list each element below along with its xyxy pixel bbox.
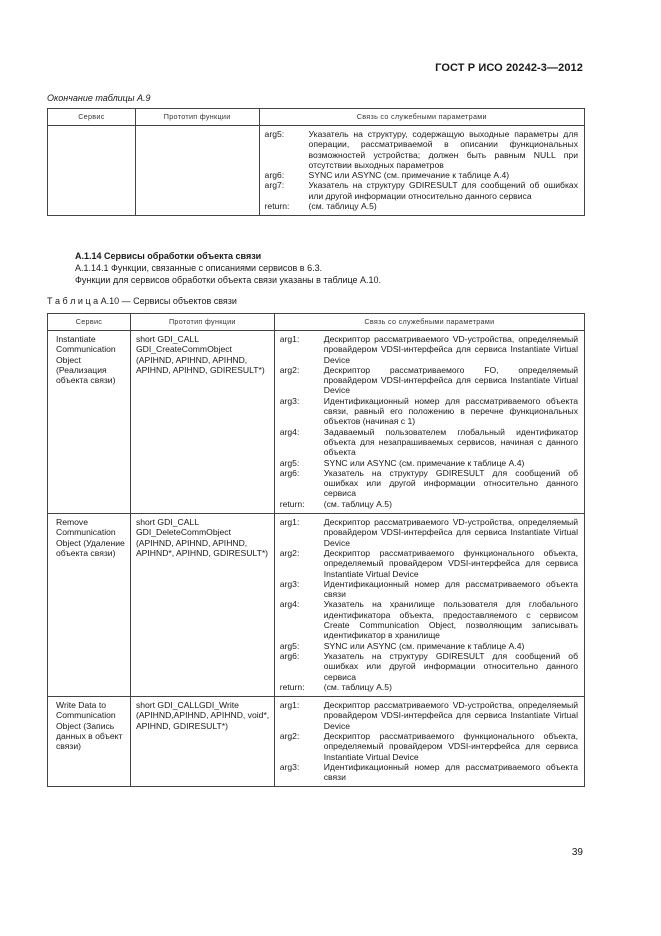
param-key: arg1: xyxy=(279,334,300,344)
param-key: arg6: xyxy=(264,170,285,181)
param-item xyxy=(280,762,578,783)
table-a9-end xyxy=(47,108,585,216)
param-value: Дескриптор рассматриваемого функционального объекта, определяемый провайдером VDSI-интерфейса для сервиса Instantiate Virtual Device xyxy=(323,547,578,579)
param-key: arg7: xyxy=(264,180,285,191)
param-key: arg3: xyxy=(279,578,300,589)
column-header-prototype: Прототип функции xyxy=(135,109,259,126)
table-caption: Т а б л и ц а А.10 — Сервисы объектов связи xyxy=(47,296,237,306)
param-key: arg2: xyxy=(279,547,300,558)
param-key: arg3: xyxy=(279,761,300,772)
param-item xyxy=(280,334,578,365)
param-value: Идентификационный номер для рассматриваемого объекта связи xyxy=(323,578,578,600)
param-value: Дескриптор рассматриваемого FO, определяемый провайдером VDSI-интерфейса для сервиса Instantiate Virtual Device xyxy=(323,364,578,396)
paragraph: А.1.14.1 Функции, связанные с описаниями сервисов в 6.3. xyxy=(75,263,323,273)
param-item xyxy=(280,458,578,468)
param-key: arg5: xyxy=(264,129,285,139)
param-value: (см. таблицу А.5) xyxy=(323,681,392,692)
param-item xyxy=(280,499,578,509)
prototype-cell: short GDI_CALLGDI_Write (APIHND,APIHND, APIHND, void*, APIHND, GDIRESULT*) xyxy=(130,697,274,787)
param-value: Дескриптор рассматриваемого функционального объекта, определяемый провайдером VDSI-интерфейса для сервиса Instantiate Virtual Device xyxy=(323,730,578,762)
params-cell xyxy=(274,514,584,697)
params-cell xyxy=(259,126,584,216)
service-cell: Instantiate Communication Object (Реализация объекта связи) xyxy=(48,331,131,514)
param-item xyxy=(280,365,578,396)
service-cell: Write Data to Communication Object (Запись данных в объект связи) xyxy=(48,697,131,787)
service-cell: Remove Communication Object (Удаление объекта связи) xyxy=(48,514,131,697)
param-item xyxy=(280,700,578,731)
param-value: Дескриптор рассматриваемого VD-устройства, определяемый провайдером VDSI-интерфейса для сервиса Instantiate Virtual Device xyxy=(323,700,578,731)
service-cell xyxy=(48,126,136,216)
table-row xyxy=(48,126,585,216)
param-key: return: xyxy=(279,681,305,692)
param-value: Указатель на структуру, содержащую выходные параметры для операции, рассматриваемой в описании функциональных возможностей устройства; должен быть равным NULL при отсутствии выходных параметров xyxy=(308,129,578,170)
section-heading: А.1.14 Сервисы обработки объекта связи xyxy=(75,251,262,261)
param-item xyxy=(280,548,578,579)
param-key: return: xyxy=(279,498,305,509)
param-value: Идентификационный номер для рассматриваемого объекта связи, равный его положению в перечне функциональных объектов (начиная с 1) xyxy=(323,395,578,427)
param-item xyxy=(265,129,578,170)
param-key: return: xyxy=(264,201,290,212)
param-item xyxy=(265,180,578,201)
column-header-service: Сервис xyxy=(48,109,136,126)
param-key: arg5: xyxy=(279,640,300,651)
param-item xyxy=(280,517,578,548)
param-item xyxy=(280,396,578,427)
prototype-cell xyxy=(135,126,259,216)
param-key: arg4: xyxy=(279,599,300,610)
param-item xyxy=(280,651,578,682)
param-key: arg6: xyxy=(279,467,300,478)
param-key: arg2: xyxy=(279,364,300,375)
table-continuation-label: Окончание таблицы А.9 xyxy=(47,93,151,103)
param-value: SYNC или ASYNC (см. примечание к таблице А.4) xyxy=(323,457,525,468)
param-key: arg1: xyxy=(279,517,300,528)
params-cell xyxy=(274,331,584,514)
param-item xyxy=(280,731,578,762)
param-value: Указатель на структуру GDIRESULT для сообщений об ошибках или другой информации относительно данного сервиса xyxy=(323,467,578,499)
param-value: (см. таблицу А.5) xyxy=(323,498,392,509)
page-number: 39 xyxy=(571,847,583,858)
param-item xyxy=(265,201,578,211)
param-item xyxy=(280,641,578,651)
param-item xyxy=(280,682,578,692)
param-value: SYNC или ASYNC (см. примечание к таблице А.4) xyxy=(308,170,510,181)
column-header-service: Сервис xyxy=(48,314,131,331)
param-key: arg4: xyxy=(279,426,300,437)
param-value: Дескриптор рассматриваемого VD-устройства, определяемый провайдером VDSI-интерфейса для сервиса Instantiate Virtual Device xyxy=(323,517,578,548)
table-row xyxy=(48,514,585,697)
param-value: Указатель на структуру GDIRESULT для сообщений об ошибках или другой информации относительно данного сервиса xyxy=(308,180,578,201)
param-key: arg5: xyxy=(279,457,300,468)
paragraph: Функции для сервисов обработки объекта связи указаны в таблице А.10. xyxy=(75,275,382,285)
param-value: Указатель на структуру GDIRESULT для сообщений об ошибках или другой информации относительно данного сервиса xyxy=(323,650,578,682)
param-value: (см. таблицу А.5) xyxy=(308,201,377,212)
param-value: SYNC или ASYNC (см. примечание к таблице А.4) xyxy=(323,640,525,651)
param-value: Идентификационный номер для рассматриваемого объекта связи xyxy=(323,761,578,783)
param-item xyxy=(280,468,578,499)
param-key: arg1: xyxy=(279,700,300,711)
header-title: ГОСТ Р ИСО 20242-3—2012 xyxy=(435,62,583,74)
param-key: arg6: xyxy=(279,650,300,661)
table-row xyxy=(48,697,585,787)
column-header-params: Связь со служебными параметрами xyxy=(259,109,584,126)
table-a10 xyxy=(47,313,585,787)
param-value: Задаваемый пользователем глобальный идентификатор объекта для незапрашиваемых сервисов, начиная с данного объекта xyxy=(323,426,578,458)
param-item xyxy=(265,170,578,180)
params-cell xyxy=(274,697,584,787)
param-value: Дескриптор рассматриваемого VD-устройства, определяемый провайдером VDSI-интерфейса для сервиса Instantiate Virtual Device xyxy=(323,334,578,365)
param-item xyxy=(280,427,578,458)
column-header-prototype: Прототип функции xyxy=(130,314,274,331)
column-header-params: Связь со служебными параметрами xyxy=(274,314,584,331)
prototype-cell: short GDI_CALL GDI_CreateCommObject (APIHND, APIHND, APIHND, APIHND, APIHND, GDIRESULT*) xyxy=(130,331,274,514)
param-key: arg3: xyxy=(279,395,300,406)
param-item xyxy=(280,599,578,640)
prototype-cell: short GDI_CALL GDI_DeleteCommObject (APIHND, APIHND, APIHND, APIHND*, APIHND, GDIRESULT*) xyxy=(130,514,274,697)
param-value: Указатель на хранилище пользователя для глобального идентификатора объекта, предоставляемого с сервисом Create Communication Object, позволяющим записывать идентификатор в хранилище xyxy=(323,599,578,641)
table-row xyxy=(48,331,585,514)
param-key: arg2: xyxy=(279,730,300,741)
param-item xyxy=(280,579,578,600)
